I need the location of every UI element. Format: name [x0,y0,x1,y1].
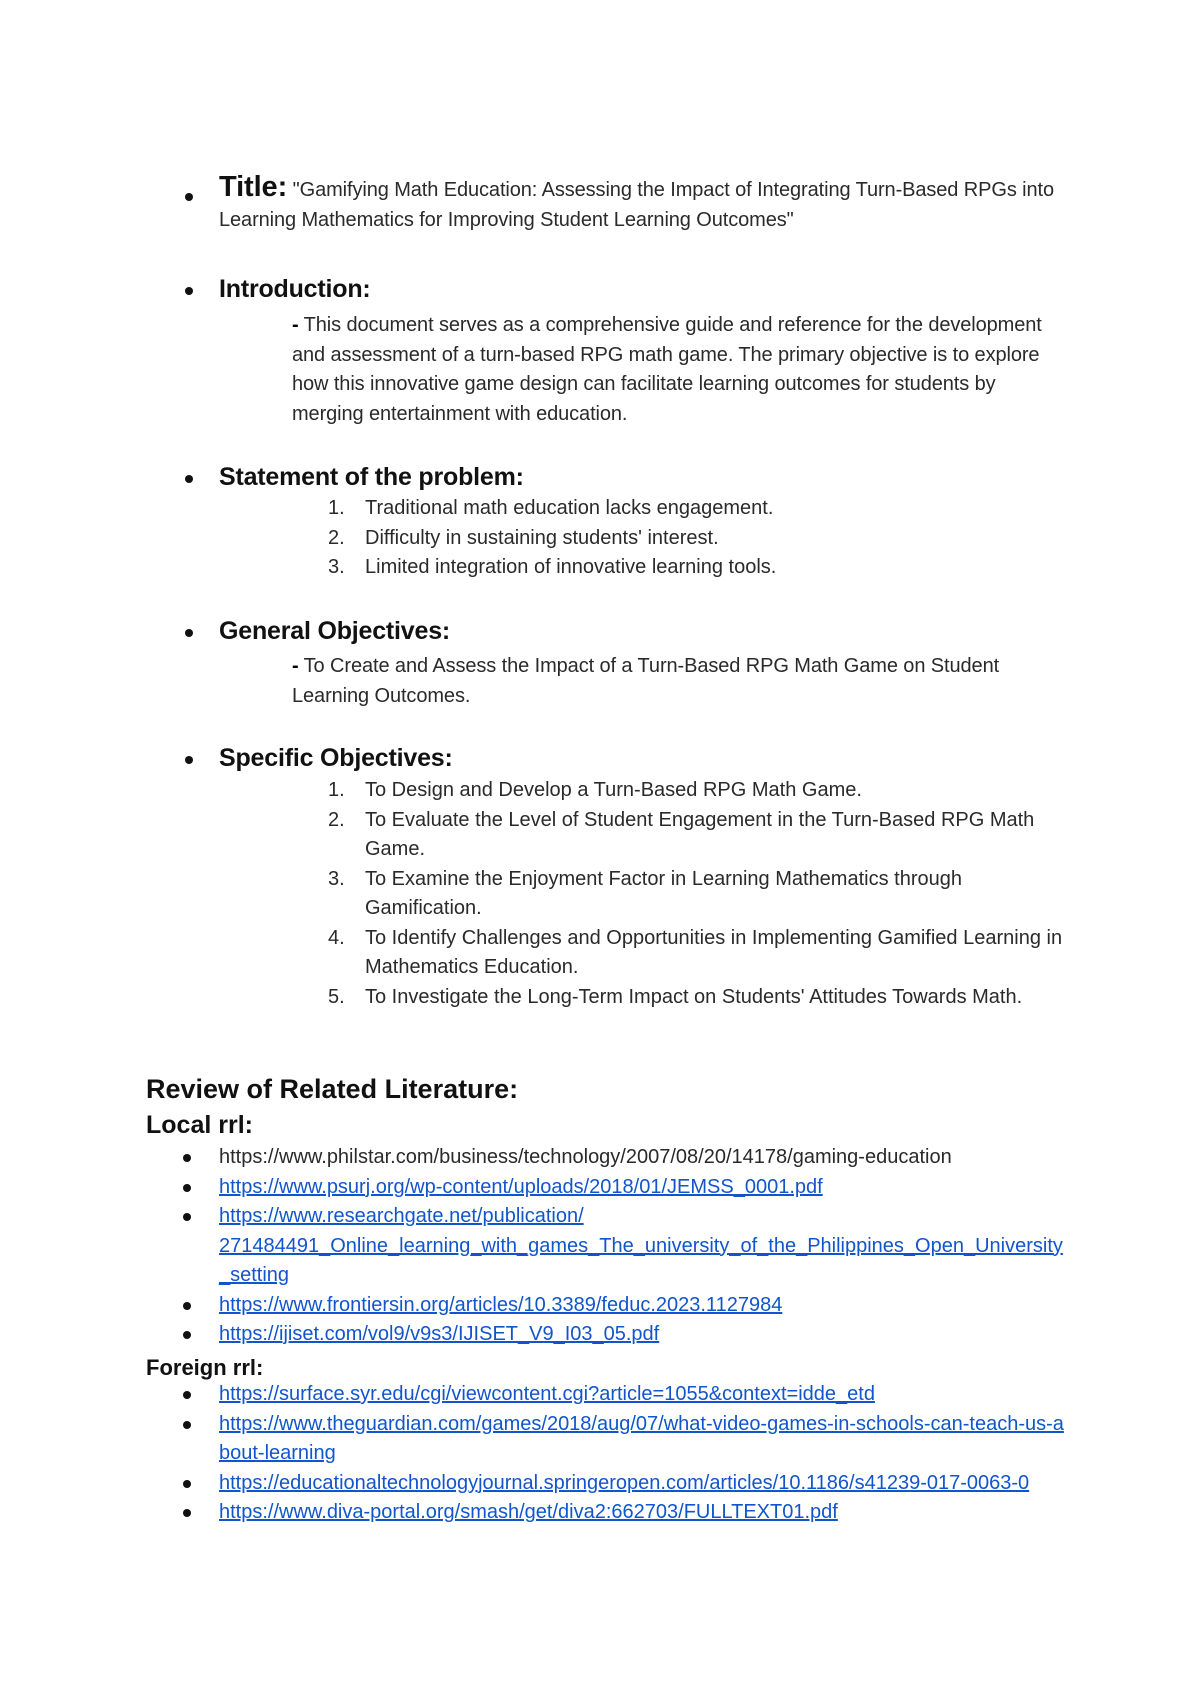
list-item-text: Traditional math education lacks engagement. [365,497,774,519]
list-item-text: To Evaluate the Level of Student Engagement in the Turn-Based RPG Math Game. [365,808,1035,860]
bullet-dot-icon [183,1509,191,1517]
foreign-rrl-label: Foreign rrl: [146,1355,264,1380]
list-item-text: Limited integration of innovative learning tools. [365,556,777,578]
local-link-text: https://www.philstar.com/business/technology/2007/08/20/14178/gaming-education [219,1146,952,1168]
list-number: 4. [328,926,345,949]
list-number: 5. [328,985,345,1008]
list-item [146,1498,1066,1528]
list-item [146,1410,1066,1469]
bullet-dot-icon [185,629,193,637]
list-item [328,865,1068,924]
bullet-dot-icon [183,1480,191,1488]
local-link[interactable]: https://www.frontiersin.org/articles/10.3389/feduc.2023.1127984 [219,1293,783,1316]
list-item [328,553,1048,583]
general-objectives-dash: - [292,655,299,677]
foreign-link[interactable]: https://surface.syr.edu/cgi/viewcontent.cgi?article=1055&context=idde_etd [219,1383,875,1405]
bullet-dot-icon [183,1154,191,1162]
local-link[interactable]: https://www.psurj.org/wp-content/uploads/2018/01/JEMSS_0001.pdf [219,1175,823,1198]
foreign-rrl-list [146,1380,1066,1528]
list-item-text: To Investigate the Long-Term Impact on Students' Attitudes Towards Math. [365,985,1023,1008]
introduction-label: Introduction: [219,275,371,303]
list-item [146,1469,1066,1499]
list-item [146,1143,1066,1173]
list-item-text: To Identify Challenges and Opportunities in Implementing Gamified Learning in Mathematics Education. [365,926,1063,978]
title-text: "Gamifying Math Education: Assessing the Impact of Integrating Turn-Based RPGs into Learning Mathematics for Improving Student Learning Outcomes" [219,179,1055,231]
introduction-text: This document serves as a comprehensive guide and reference for the development and assessment of a turn-based RPG math game. The primary objective is to explore how this innovative game design can facilitate learning outcomes for students by merging entertainment with education. [292,314,1042,425]
list-item [328,524,1048,554]
general-objectives-text-block [292,652,1062,711]
problem-list [328,494,1048,583]
list-item [328,494,1048,524]
foreign-link[interactable]: https://educationaltechnologyjournal.springeropen.com/articles/10.1186/s41239-017-0063-0 [219,1471,1030,1494]
general-objectives-label: General Objectives: [219,617,451,645]
local-rrl-label: Local rrl: [146,1111,253,1139]
local-link[interactable]: https://ijiset.com/vol9/v9s3/IJISET_V9_I03_05.pdf [219,1323,660,1345]
introduction-text-block [292,311,1062,429]
list-item [146,1202,1066,1291]
list-number: 2. [328,526,345,549]
list-item [146,1173,1066,1203]
bullet-dot-icon [185,475,193,483]
bullet-dot-icon [185,287,193,295]
list-item-text: To Design and Develop a Turn-Based RPG Math Game. [365,779,862,801]
foreign-link[interactable]: https://www.diva-portal.org/smash/get/diva2:662703/FULLTEXT01.pdf [219,1501,838,1523]
problem-label: Statement of the problem: [219,463,524,491]
bullet-dot-icon [183,1302,191,1310]
list-number: 3. [328,867,345,890]
bullet-dot-icon [183,1391,191,1399]
list-item [146,1320,1066,1350]
title-block [219,173,1069,235]
list-item [328,776,1068,806]
list-number: 3. [328,556,345,578]
list-number: 1. [328,497,345,519]
bullet-dot-icon [185,756,193,764]
local-link[interactable]: https://www.researchgate.net/publication/ [219,1205,584,1227]
list-item [146,1291,1066,1321]
bullet-dot-icon [183,1421,191,1429]
local-link-continued[interactable]: 271484491_Online_learning_with_games_The_university_of_the_Philippines_Open_University_setting [219,1234,1063,1286]
specific-objectives-list [328,776,1068,1012]
local-rrl-list [146,1143,1066,1350]
list-item [146,1380,1066,1410]
list-number: 2. [328,808,345,831]
list-item [328,924,1068,983]
specific-objectives-label: Specific Objectives: [219,744,453,772]
list-item-text: To Examine the Enjoyment Factor in Learning Mathematics through Gamification. [365,867,962,919]
bullet-dot-icon [185,193,193,201]
list-item [328,806,1068,865]
list-number: 1. [328,779,345,801]
list-item [328,983,1068,1013]
bullet-dot-icon [183,1213,191,1221]
bullet-dot-icon [183,1184,191,1192]
general-objectives-text: To Create and Assess the Impact of a Turn-Based RPG Math Game on Student Learning Outcomes. [292,655,1000,707]
title-label: Title: [219,171,288,203]
list-item-text: Difficulty in sustaining students' interest. [365,526,719,549]
rrl-heading: Review of Related Literature: [146,1074,519,1104]
foreign-link[interactable]: https://www.theguardian.com/games/2018/aug/07/what-video-games-in-schools-can-teach-us-about-learning [219,1412,1064,1464]
introduction-dash: - [292,314,299,336]
bullet-dot-icon [183,1331,191,1339]
